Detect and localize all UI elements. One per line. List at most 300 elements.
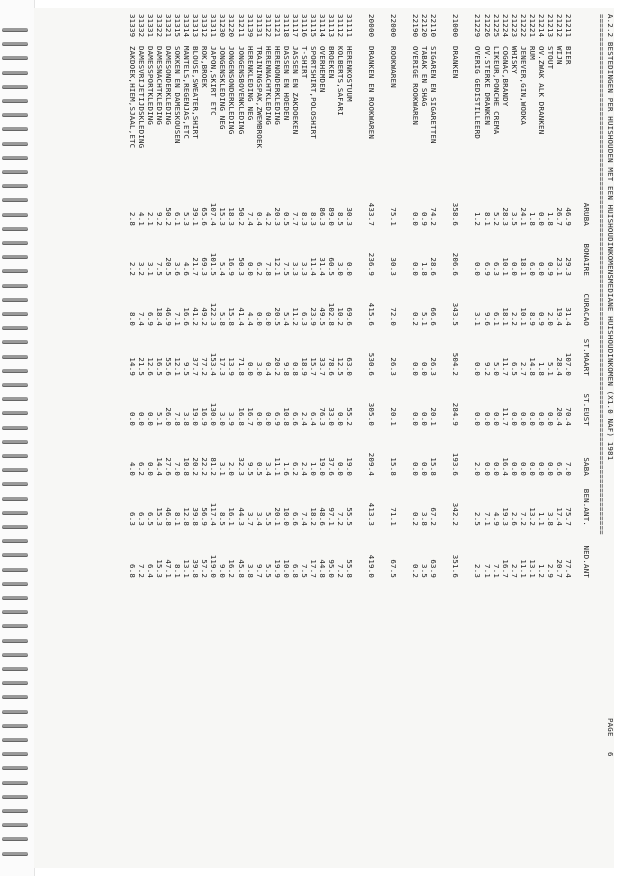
cell-value: 63.9 bbox=[429, 559, 439, 578]
cell-value: 0.0 bbox=[411, 462, 421, 476]
row-code: 21225 bbox=[491, 14, 501, 38]
cell-value: 7.1 bbox=[482, 512, 492, 526]
cell-value: 69.3 bbox=[200, 257, 210, 276]
cell-value: 0.0 bbox=[345, 262, 355, 276]
cell-value: 7.4 bbox=[137, 312, 146, 326]
row-code: 31339 bbox=[127, 14, 137, 38]
cell-value: 3.1 bbox=[146, 262, 156, 276]
cell-value: 6.2 bbox=[137, 462, 146, 476]
cell-value: 7.0 bbox=[564, 462, 573, 476]
binding-ring bbox=[2, 738, 28, 742]
cell-value: 19.4 bbox=[554, 307, 564, 326]
column-header: SABA bbox=[582, 457, 591, 476]
cell-value: 37.6 bbox=[327, 457, 337, 476]
binding-ring bbox=[2, 525, 28, 529]
cell-value: 7.2 bbox=[137, 564, 146, 578]
binding-ring bbox=[2, 681, 28, 685]
row-label: OVERIGE ROOKWAREN bbox=[411, 46, 421, 126]
binding-ring bbox=[2, 383, 28, 387]
cell-value: 0.0 bbox=[127, 412, 137, 426]
cell-value: 48.6 bbox=[318, 507, 327, 526]
cell-value: 29.3 bbox=[564, 257, 573, 276]
cell-value: 0.0 bbox=[420, 462, 430, 476]
row-code: 21223 bbox=[509, 14, 519, 38]
binding-ring bbox=[2, 781, 28, 785]
cell-value: 3.8 bbox=[420, 512, 430, 526]
column-header: ST.EUST bbox=[582, 393, 591, 426]
cell-value: 17.7 bbox=[308, 559, 318, 578]
column-header: ST.MAART bbox=[582, 338, 591, 376]
cell-value: 0.0 bbox=[491, 462, 501, 476]
cell-value: 0.0 bbox=[545, 462, 555, 476]
cell-value: 20.1 bbox=[389, 407, 399, 426]
cell-value: 2.0 bbox=[473, 462, 483, 476]
cell-value: 10.0 bbox=[281, 507, 291, 526]
binding-ring bbox=[2, 99, 28, 103]
cell-value: 0.0 bbox=[411, 362, 421, 376]
binding-ring bbox=[2, 440, 28, 444]
cell-value: 0.0 bbox=[527, 412, 537, 426]
column-header: BEN.ANT. bbox=[582, 488, 591, 526]
row-code: 21214 bbox=[536, 14, 546, 38]
cell-value: 7.5 bbox=[155, 262, 165, 276]
cell-value: 6.9 bbox=[482, 262, 492, 276]
binding-ring bbox=[2, 156, 28, 160]
cell-value: 7.8 bbox=[173, 412, 183, 426]
cell-value: 46.8 bbox=[164, 507, 174, 526]
cell-value: 19.0 bbox=[191, 407, 201, 426]
binding-ring bbox=[2, 298, 28, 302]
cell-value: 77.2 bbox=[200, 357, 210, 376]
row-code: 22120 bbox=[420, 14, 430, 38]
cell-value: 6.6 bbox=[290, 412, 300, 426]
cell-value: 4.6 bbox=[182, 262, 192, 276]
row-label: JONGENSBOVENKLEDING bbox=[236, 46, 246, 135]
row-code: 31114 bbox=[318, 14, 327, 38]
cell-value: 63.0 bbox=[345, 357, 355, 376]
cell-value: 7.8 bbox=[263, 262, 273, 276]
row-label: SPORTSHIRT,POLOSHIRT bbox=[308, 46, 318, 139]
row-label: DRANKEN EN ROOKWAREN bbox=[367, 46, 377, 139]
cell-value: 130.0 bbox=[209, 402, 219, 426]
cell-value: 8.5 bbox=[336, 212, 346, 226]
cell-value: 7.4 bbox=[245, 212, 255, 226]
cell-value: 8.0 bbox=[127, 312, 137, 326]
cell-value: 2.8 bbox=[127, 212, 137, 226]
binding-ring bbox=[2, 752, 28, 756]
binding-ring bbox=[2, 213, 28, 217]
cell-value: 89.0 bbox=[327, 207, 337, 226]
cell-value: 3.8 bbox=[545, 512, 555, 526]
cell-value: 351.6 bbox=[451, 554, 461, 578]
row-code: 22000 bbox=[389, 14, 399, 38]
row-label: JONGENSKLEDING NEG bbox=[218, 46, 228, 130]
cell-value: 30.3 bbox=[389, 257, 399, 276]
cell-value: 31.4 bbox=[564, 307, 573, 326]
binding-ring bbox=[2, 695, 28, 699]
cell-value: 504.2 bbox=[451, 352, 461, 376]
row-code: 31321 bbox=[164, 14, 174, 38]
row-label: DAMESONDERKLEDING bbox=[164, 46, 174, 126]
row-label: HERENKOSTUUM bbox=[345, 46, 355, 102]
cell-value: 26.0 bbox=[164, 407, 174, 426]
binding-ring bbox=[2, 667, 28, 671]
cell-value: 2.2 bbox=[127, 262, 137, 276]
cell-value: 28.3 bbox=[500, 207, 510, 226]
page-number: 6 bbox=[606, 752, 615, 757]
cell-value: 28.4 bbox=[554, 357, 564, 376]
cell-value: 0.9 bbox=[536, 312, 546, 326]
row-label: JAPON,SKIRT ETC bbox=[209, 46, 219, 116]
cell-value: 6.2 bbox=[290, 462, 300, 476]
cell-value: 10.1 bbox=[518, 307, 528, 326]
cell-value: 5.3 bbox=[182, 212, 192, 226]
binding-ring bbox=[2, 610, 28, 614]
cell-value: 2.0 bbox=[227, 462, 237, 476]
cell-value: 81.2 bbox=[209, 457, 219, 476]
cell-value: 1.2 bbox=[473, 212, 483, 226]
row-label: BROEKEN bbox=[327, 46, 337, 79]
row-label: OV.ZWAK ALK DRANKEN bbox=[536, 46, 546, 135]
cell-value: 5.5 bbox=[263, 512, 273, 526]
binding-ring bbox=[2, 454, 28, 458]
cell-value: 3.5 bbox=[420, 564, 430, 578]
cell-value: 0.2 bbox=[411, 512, 421, 526]
cell-value: 12.8 bbox=[182, 507, 192, 526]
cell-value: 31.4 bbox=[318, 257, 327, 276]
cell-value: 5.4 bbox=[218, 262, 228, 276]
cell-value: 17.4 bbox=[554, 507, 564, 526]
cell-value: 4.0 bbox=[127, 462, 137, 476]
binding-ring bbox=[2, 837, 28, 841]
cell-value: 284.9 bbox=[451, 402, 461, 426]
cell-value: 3.4 bbox=[254, 512, 264, 526]
cell-value: 0.0 bbox=[254, 312, 264, 326]
cell-value: 50.2 bbox=[164, 207, 174, 226]
cell-value: 3.8 bbox=[182, 412, 192, 426]
cell-value: 32.3 bbox=[236, 457, 246, 476]
cell-value: 47.1 bbox=[164, 559, 174, 578]
cell-value: 7.7 bbox=[290, 212, 300, 226]
cell-value: 0.4 bbox=[263, 362, 273, 376]
cell-value: 5.8 bbox=[218, 312, 228, 326]
row-label: DRANKEN bbox=[451, 46, 461, 79]
row-label: DAMESSPORTKLEDING bbox=[146, 46, 156, 126]
row-label: DASSEN EN HOEDEN bbox=[281, 46, 291, 121]
cell-value: 0.0 bbox=[411, 412, 421, 426]
cell-value: 122.3 bbox=[209, 302, 219, 326]
row-code: 31332 bbox=[137, 14, 146, 38]
cell-value: 14.4 bbox=[155, 457, 165, 476]
binding-ring bbox=[2, 710, 28, 714]
row-label: MANTELS,REGENJAS,ETC bbox=[182, 46, 192, 139]
cell-value: 2.4 bbox=[299, 412, 309, 426]
column-header: ARUBA bbox=[582, 202, 591, 226]
cell-value: 23.9 bbox=[308, 307, 318, 326]
cell-value: 21.7 bbox=[191, 257, 201, 276]
cell-value: 9.7 bbox=[254, 564, 264, 578]
cell-value: 9.5 bbox=[182, 362, 192, 376]
row-code: 31115 bbox=[308, 14, 318, 38]
cell-value: 18.1 bbox=[500, 307, 510, 326]
cell-value: 71.8 bbox=[236, 357, 246, 376]
cell-value: 15.3 bbox=[218, 207, 228, 226]
binding-ring bbox=[2, 184, 28, 188]
cell-value: 0.2 bbox=[411, 564, 421, 578]
row-label: WIJN bbox=[554, 46, 564, 65]
row-code: 31118 bbox=[281, 14, 291, 38]
cell-value: 44.3 bbox=[236, 507, 246, 526]
cell-value: 10.8 bbox=[182, 457, 192, 476]
row-label: OV.STERKE DRANKEN bbox=[482, 46, 492, 126]
cell-value: 0.9 bbox=[420, 212, 430, 226]
row-code: 31121 bbox=[272, 14, 282, 38]
cell-value: 153.4 bbox=[209, 352, 219, 376]
row-label: RUM bbox=[527, 46, 537, 60]
cell-value: 6.3 bbox=[299, 312, 309, 326]
cell-value: 71.1 bbox=[389, 507, 399, 526]
cell-value: 13.2 bbox=[527, 507, 537, 526]
cell-value: 18.4 bbox=[155, 307, 165, 326]
cell-value: 0.0 bbox=[146, 412, 156, 426]
cell-value: 0.0 bbox=[245, 362, 255, 376]
binding-ring bbox=[2, 241, 28, 245]
cell-value: 0.0 bbox=[254, 412, 264, 426]
cell-value: 419.0 bbox=[367, 554, 377, 578]
cell-value: 20.1 bbox=[272, 507, 282, 526]
cell-value: 3.0 bbox=[218, 412, 228, 426]
cell-value: 39.8 bbox=[191, 559, 201, 578]
cell-value: 8.9 bbox=[527, 312, 537, 326]
cell-value: 343.5 bbox=[451, 302, 461, 326]
row-label: T-SHIRT bbox=[299, 46, 309, 79]
cell-value: 16.1 bbox=[227, 507, 237, 526]
cell-value: 45.8 bbox=[236, 559, 246, 578]
cell-value: 95.0 bbox=[327, 559, 337, 578]
column-header: CURACAO bbox=[582, 293, 591, 326]
cell-value: 3.7 bbox=[245, 512, 255, 526]
cell-value: 0.9 bbox=[545, 262, 555, 276]
cell-value: 8.1 bbox=[173, 564, 183, 578]
row-label: SOKKEN EN DAMESKOUSEN bbox=[173, 46, 183, 144]
cell-value: 39.8 bbox=[191, 507, 201, 526]
row-label: HERENKLEDING NEG bbox=[245, 46, 255, 121]
cell-value: 12.1 bbox=[173, 357, 183, 376]
cell-value: 37.7 bbox=[191, 357, 201, 376]
row-code: 31230 bbox=[218, 14, 228, 38]
cell-value: 0.8 bbox=[290, 362, 300, 376]
cell-value: 20.2 bbox=[191, 457, 201, 476]
cell-value: 11.4 bbox=[308, 257, 318, 276]
cell-value: 8.3 bbox=[299, 212, 309, 226]
cell-value: 1.8 bbox=[536, 362, 546, 376]
cell-value: 6.2 bbox=[254, 262, 264, 276]
cell-value: 0.0 bbox=[245, 262, 255, 276]
cell-value: 415.6 bbox=[367, 302, 377, 326]
row-code: 31220 bbox=[227, 14, 237, 38]
cell-value: 49.2 bbox=[200, 307, 210, 326]
cell-value: 15.7 bbox=[308, 357, 318, 376]
cell-value: 101.5 bbox=[209, 252, 219, 276]
row-label: TABAK EN SHAG bbox=[420, 46, 430, 107]
cell-value: 0.0 bbox=[263, 312, 273, 326]
cell-value: 55.6 bbox=[164, 357, 174, 376]
cell-value: 16.7 bbox=[500, 559, 510, 578]
row-label: WHISKY bbox=[509, 46, 519, 74]
row-label: COGNAC,BRANDY bbox=[500, 46, 510, 107]
row-code: 22110 bbox=[429, 14, 439, 38]
cell-value: 24.1 bbox=[518, 207, 528, 226]
row-code: 22190 bbox=[411, 14, 421, 38]
binding-ring bbox=[2, 766, 28, 770]
cell-value: 60.5 bbox=[327, 257, 337, 276]
binding-ring bbox=[2, 85, 28, 89]
cell-value: 26.3 bbox=[389, 357, 399, 376]
cell-value: 18.2 bbox=[308, 507, 318, 526]
row-label: ROOKWAREN bbox=[389, 46, 399, 88]
cell-value: 33.7 bbox=[318, 357, 327, 376]
row-code: 21212 bbox=[554, 14, 564, 38]
row-label: JASSEN EN ZAKDOEKEN bbox=[290, 46, 300, 135]
binding-ring bbox=[2, 284, 28, 288]
cell-value: 6.4 bbox=[146, 564, 156, 578]
cell-value: 7.4 bbox=[299, 512, 309, 526]
cell-value: 342.2 bbox=[451, 502, 461, 526]
cell-value: 0.0 bbox=[411, 212, 421, 226]
cell-value: 3.0 bbox=[254, 362, 264, 376]
binding-ring bbox=[2, 624, 28, 628]
cell-value: 107.4 bbox=[209, 202, 219, 226]
cell-value: 0.0 bbox=[509, 462, 519, 476]
cell-value: 19.3 bbox=[500, 507, 510, 526]
row-label: HERENNACHTKLEDING bbox=[263, 46, 273, 126]
cell-value: 15.3 bbox=[155, 559, 165, 578]
cell-value: 0.0 bbox=[518, 412, 528, 426]
cell-value: 7.2 bbox=[336, 564, 346, 578]
cell-value: 6.6 bbox=[290, 512, 300, 526]
cell-value: 0.0 bbox=[473, 412, 483, 426]
binding-ring bbox=[2, 823, 28, 827]
cell-value: 5.2 bbox=[491, 212, 501, 226]
cell-value: 2.7 bbox=[509, 564, 519, 578]
binding-ring bbox=[2, 42, 28, 46]
cell-value: 14.8 bbox=[527, 357, 537, 376]
cell-value: 14.9 bbox=[127, 357, 137, 376]
cell-value: 8.1 bbox=[482, 212, 492, 226]
cell-value: 11.7 bbox=[500, 407, 510, 426]
row-code: 31322 bbox=[155, 14, 165, 38]
binding-ring bbox=[2, 809, 28, 813]
cell-value: 3.2 bbox=[137, 262, 146, 276]
cell-value: 0.0 bbox=[536, 462, 546, 476]
cell-value: 20.4 bbox=[554, 407, 564, 426]
row-code: 31122 bbox=[263, 14, 273, 38]
cell-value: 0.0 bbox=[536, 212, 546, 226]
row-code: 31315 bbox=[173, 14, 183, 38]
cell-value: 6.8 bbox=[127, 564, 137, 578]
cell-value: 65.6 bbox=[200, 207, 210, 226]
cell-value: 3.8 bbox=[245, 564, 255, 578]
cell-value: 5.5 bbox=[263, 564, 273, 578]
cell-value: 67.5 bbox=[389, 559, 399, 578]
cell-value: 5.1 bbox=[155, 412, 165, 426]
cell-value: 6.1 bbox=[173, 212, 183, 226]
cell-value: 3.0 bbox=[336, 262, 346, 276]
cell-value: 236.9 bbox=[367, 252, 377, 276]
cell-value: 28.6 bbox=[429, 257, 439, 276]
cell-value: 22.2 bbox=[200, 457, 210, 476]
row-label: HERENONDERKLEDING bbox=[272, 46, 282, 126]
cell-value: 5.1 bbox=[420, 312, 430, 326]
cell-value: 2.0 bbox=[545, 312, 555, 326]
cell-value: 13.1 bbox=[527, 559, 537, 578]
cell-value: 75.1 bbox=[389, 207, 399, 226]
cell-value: 6.3 bbox=[491, 262, 501, 276]
binding-ring bbox=[2, 28, 28, 32]
binding-ring bbox=[2, 127, 28, 131]
row-code: 21224 bbox=[500, 14, 510, 38]
cell-value: 358.6 bbox=[451, 202, 461, 226]
cell-value: 4.4 bbox=[245, 312, 255, 326]
cell-value: 70.4 bbox=[564, 407, 573, 426]
cell-value: 0.0 bbox=[263, 412, 273, 426]
cell-value: 16.9 bbox=[227, 257, 237, 276]
cell-value: 0.0 bbox=[491, 412, 501, 426]
row-code: 21229 bbox=[473, 14, 483, 38]
cell-value: 12.6 bbox=[146, 357, 156, 376]
cell-value: 7.0 bbox=[173, 462, 183, 476]
cell-value: 23.1 bbox=[554, 257, 564, 276]
cell-value: 16.6 bbox=[182, 307, 192, 326]
cell-value: 117.4 bbox=[209, 502, 219, 526]
title-underline: ================================================================================================================ bbox=[597, 14, 606, 535]
cell-value: 6.1 bbox=[491, 312, 501, 326]
rotated-table-sheet bbox=[118, 0, 618, 820]
binding-ring bbox=[2, 852, 28, 856]
binding-ring bbox=[2, 312, 28, 316]
cell-value: 26.7 bbox=[554, 207, 564, 226]
cell-value: 72.0 bbox=[389, 307, 399, 326]
row-label: LIKEUR,PONCHE CREMA bbox=[491, 46, 501, 135]
cell-value: 16.8 bbox=[236, 407, 246, 426]
cell-value: 56.9 bbox=[200, 507, 210, 526]
row-label: BIER bbox=[564, 46, 573, 65]
cell-value: 33.0 bbox=[327, 407, 337, 426]
cell-value: 5.1 bbox=[545, 362, 555, 376]
binding-ring bbox=[2, 795, 28, 799]
cell-value: 8.3 bbox=[308, 212, 318, 226]
cell-value: 0.0 bbox=[545, 412, 555, 426]
binding-ring bbox=[2, 568, 28, 572]
cell-value: 11.2 bbox=[290, 307, 300, 326]
row-label: TRAININGSPAK,ZWEMBROEK bbox=[254, 46, 264, 149]
cell-value: 1.8 bbox=[527, 212, 537, 226]
cell-value: 2.3 bbox=[473, 564, 483, 578]
cell-value: 97.1 bbox=[327, 507, 337, 526]
row-label: OVERIG GEDISTILLEERD bbox=[473, 46, 483, 139]
cell-value: 9.2 bbox=[482, 362, 492, 376]
cell-value: 6.6 bbox=[554, 462, 564, 476]
cell-value: 102.8 bbox=[327, 302, 337, 326]
row-code: 31311 bbox=[209, 14, 219, 38]
cell-value: 107.0 bbox=[564, 352, 573, 376]
cell-value: 57.2 bbox=[200, 559, 210, 578]
spiral-binding bbox=[0, 0, 35, 876]
binding-ring bbox=[2, 340, 28, 344]
row-code: 31117 bbox=[290, 14, 300, 38]
cell-value: 16.7 bbox=[245, 407, 255, 426]
binding-ring bbox=[2, 553, 28, 557]
